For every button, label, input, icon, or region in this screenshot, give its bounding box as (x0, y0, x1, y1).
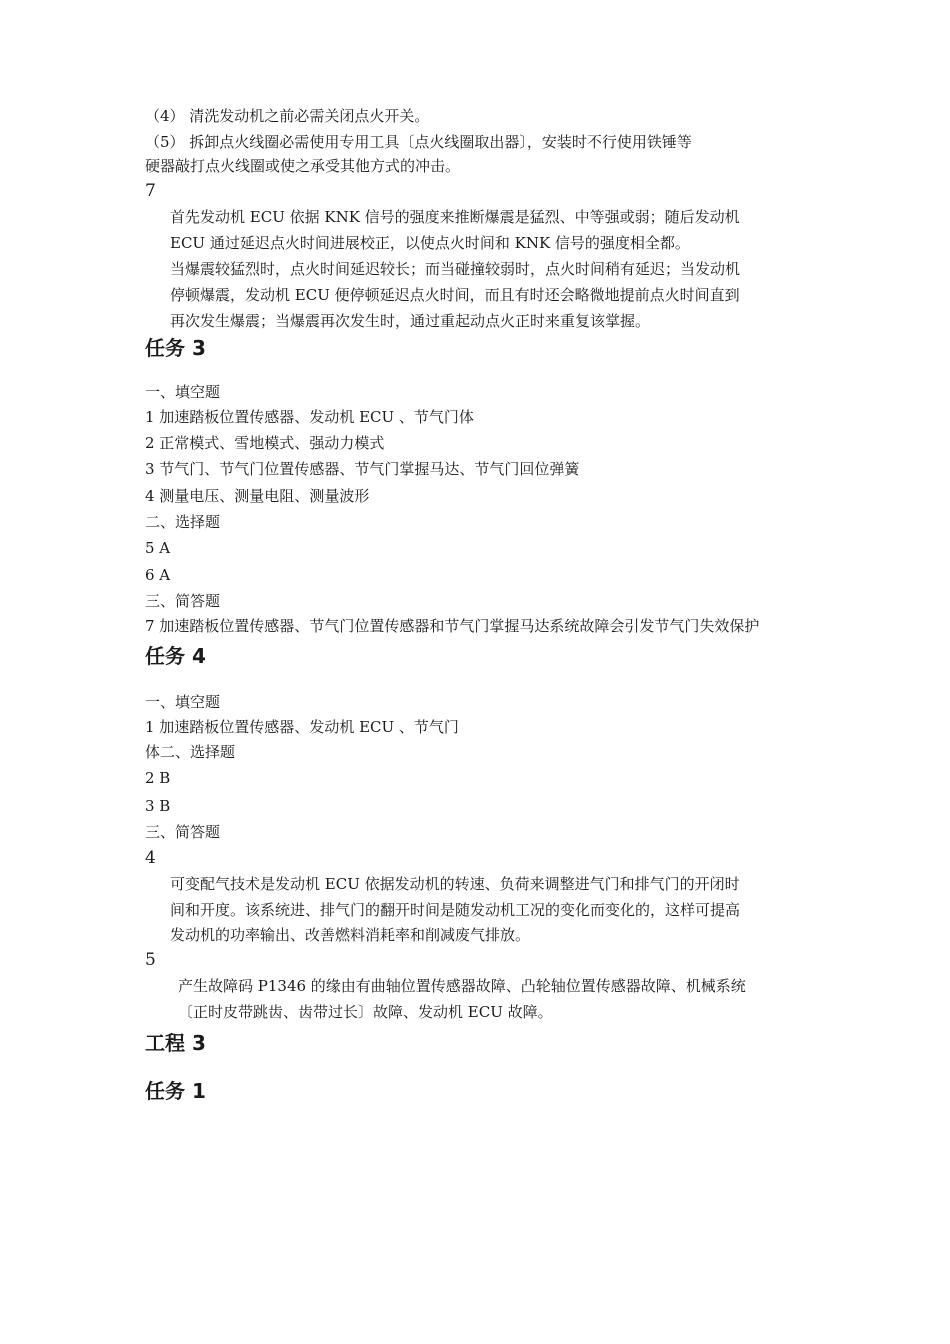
task-3-answer-6: 6 A (145, 566, 171, 584)
task-3-answer-4: 4 测量电压、测量电阻、测量波形 (145, 487, 370, 505)
question-7-number: 7 (145, 181, 156, 201)
task-4-question-4-line1: 可变配气技术是发动机 ECU 依据发动机的转速、负荷来调整进气门和排气门的开闭时 (170, 875, 740, 893)
task-4-question-5-line1: 产生故障码 P1346 的缘由有曲轴位置传感器故障、凸轮轴位置传感器故障、机械系统 (178, 977, 746, 995)
task-4-section-fill-blank: 一、填空题 (145, 693, 221, 711)
task-3-section-fill-blank: 一、填空题 (145, 383, 221, 401)
task-3-section-choice: 二、选择题 (145, 513, 221, 531)
question-7-para1-line2: ECU 通过延迟点火时间进展校正，以使点火时间和 KNK 信号的强度相全都。 (170, 234, 690, 252)
task-4-question-4-number: 4 (145, 848, 156, 868)
task-3-section-short-answer: 三、简答题 (145, 592, 221, 610)
task-4-answer-2: 2 B (145, 769, 171, 787)
task-4-answer-3: 3 B (145, 797, 171, 815)
task-4-section-short-answer: 三、简答题 (145, 823, 221, 841)
task-3-answer-3: 3 节气门、节气门位置传感器、节气门掌握马达、节气门回位弹簧 (145, 460, 580, 478)
question-7-para1-line1: 首先发动机 ECU 依据 KNK 信号的强度来推断爆震是猛烈、中等强或弱；随后发动机 (170, 208, 740, 226)
task-4-question-4-line2: 间和开度。该系统进、排气门的翻开时间是随发动机工况的变化而变化的，这样可提高 (170, 901, 741, 919)
task-3-answer-1: 1 加速踏板位置传感器、发动机 ECU 、节气门体 (145, 408, 474, 426)
project-3-heading: 工程 3 (145, 1031, 206, 1055)
item-4-text: （4） 清洗发动机之前必需关闭点火开关。 (145, 107, 430, 125)
task-1-heading: 任务 1 (145, 1079, 206, 1103)
task-3-answer-2: 2 正常模式、雪地模式、强动力模式 (145, 434, 385, 452)
task-4-question-5-line2: 〔正时皮带跳齿、齿带过长〕故障、发动机 ECU 故障。 (178, 1003, 553, 1021)
task-4-answer-1-continued: 体二、选择题 (145, 743, 236, 761)
task-3-answer-5: 5 A (145, 539, 171, 557)
item-5-text-line1: （5） 拆卸点火线圈必需使用专用工具〔点火线圈取出器〕，安装时不行使用铁锤等 (145, 133, 692, 151)
task-4-question-4-line3: 发动机的功率输出、改善燃料消耗率和削减废气排放。 (170, 926, 531, 944)
task-3-heading: 任务 3 (145, 336, 206, 360)
question-7-para2-line3: 再次发生爆震；当爆震再次发生时，通过重起动点火正时来重复该掌握。 (170, 312, 651, 330)
task-4-heading: 任务 4 (145, 644, 206, 668)
question-7-para2-line2: 停顿爆震，发动机 ECU 便停顿延迟点火时间，而且有时还会略微地提前点火时间直到 (170, 286, 740, 304)
item-5-text-line2: 硬器敲打点火线圈或使之承受其他方式的冲击。 (145, 157, 461, 175)
task-4-answer-1: 1 加速踏板位置传感器、发动机 ECU 、节气门 (145, 718, 459, 736)
task-3-answer-7: 7 加速踏板位置传感器、节气门位置传感器和节气门掌握马达系统故障会引发节气门失效保护 (145, 617, 760, 635)
task-4-question-5-number: 5 (145, 950, 156, 970)
question-7-para2-line1: 当爆震较猛烈时，点火时间延迟较长；而当碰撞较弱时，点火时间稍有延迟；当发动机 (170, 260, 741, 278)
